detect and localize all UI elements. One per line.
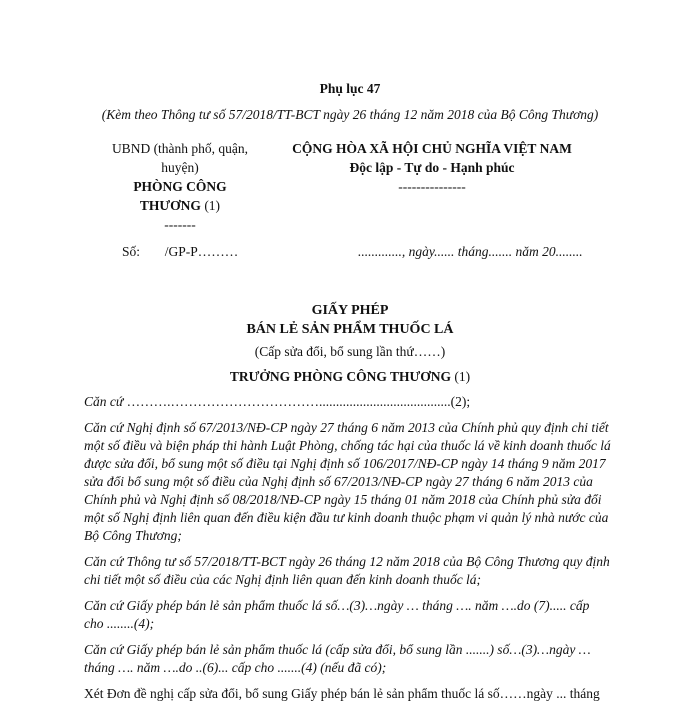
department-line-1: PHÒNG CÔNG [133,179,227,194]
document-body [84,393,612,711]
basis-paragraph-5: Căn cứ Giấy phép bán lẻ sản phẩm thuốc lá (cấp sửa đổi, bổ sung lần .......) số…(3)…ngày … tháng …. năm ….do ..(6)... cấp cho .......(4) (nếu đã có); [84,642,591,675]
basis-paragraph-3: Căn cứ Thông tư số 57/2018/TT-BCT ngày 26 tháng 12 năm 2018 của Bộ Công Thương quy định chi tiết một số điều của các Nghị định liên quan đến kinh doanh thuốc lá; [84,554,610,587]
authority-title: TRƯỞNG PHÒNG CÔNG THƯƠNG [229,369,451,384]
department-line-2 [95,196,265,215]
document-subtitle: (Cấp sửa đổi, bổ sung lần thứ……) [254,344,446,359]
document-number [122,244,238,260]
basis-label: Căn cứ [84,394,124,409]
national-divider: --------------- [398,179,466,194]
department-name-tail: THƯƠNG [139,198,201,213]
title-line-2: BÁN LẺ SẢN PHẨM THUỐC LÁ [246,322,454,337]
basis-blank: ……….…………………………….......................................(2); [123,394,471,409]
agency-line-1: UBND (thành phố, quận, [111,141,249,156]
authority-note: (1) [454,369,471,384]
national-header-block [282,139,582,196]
country-name: CỘNG HÒA XÃ HỘI CHỦ NGHĨA VIỆT NAM [292,141,572,156]
number-label: Số: [122,244,141,259]
basis-paragraph-1 [84,393,612,411]
national-motto: Độc lập - Tự do - Hạnh phúc [349,160,515,175]
number-value: /GP-P……… [164,244,239,259]
agency-divider: ------- [164,217,196,232]
basis-paragraph-2: Căn cứ Nghị định số 67/2013/NĐ-CP ngày 27 tháng 6 năm 2013 của Chính phủ quy định chi tiết một số điều và biện pháp thi hành Luật Phòng, chống tác hại của thuốc lá về kinh doanh thuốc lá được sửa đổi, bổ sung một số điều tại Nghị định số 106/2017/NĐ-CP ngày 14 tháng 9 năm 2017 sửa đổi bổ sung một số điều của Nghị định số 67/2013/NĐ-CP ngày 27 tháng 6 năm 2013 của Chính phủ và Nghị định số 08/2018/NĐ-CP ngày 15 tháng 01 năm 2018 của Chính phủ sửa đổi một số Nghị định liên quan đến điều kiện đầu tư kinh doanh thuộc phạm vi quản lý nhà nước của Bộ Công Thương; [84,420,611,543]
issuing-agency-block [95,139,265,234]
authority-heading [0,369,700,385]
annex-title: Phụ lục 47 [319,81,381,96]
agency-line-2: huyện) [161,160,199,175]
basis-paragraph-6: Xét Đơn đề nghị cấp sửa đổi, bổ sung Giấy phép bán lẻ sản phẩm thuốc lá số……ngày ... tháng [84,686,600,701]
department-note: (1) [204,198,221,213]
annex-subtitle: (Kèm theo Thông tư số 57/2018/TT-BCT ngày 26 tháng 12 năm 2018 của Bộ Công Thương) [101,107,599,122]
document-title [0,301,700,339]
basis-paragraph-4: Căn cứ Giấy phép bán lẻ sản phẩm thuốc lá số…(3)…ngày … tháng …. năm ….do (7)..... cấp cho ........(4); [84,598,590,631]
document-date: ............., ngày...... tháng....... năm 20........ [358,244,583,259]
title-line-1: GIẤY PHÉP [311,303,389,318]
